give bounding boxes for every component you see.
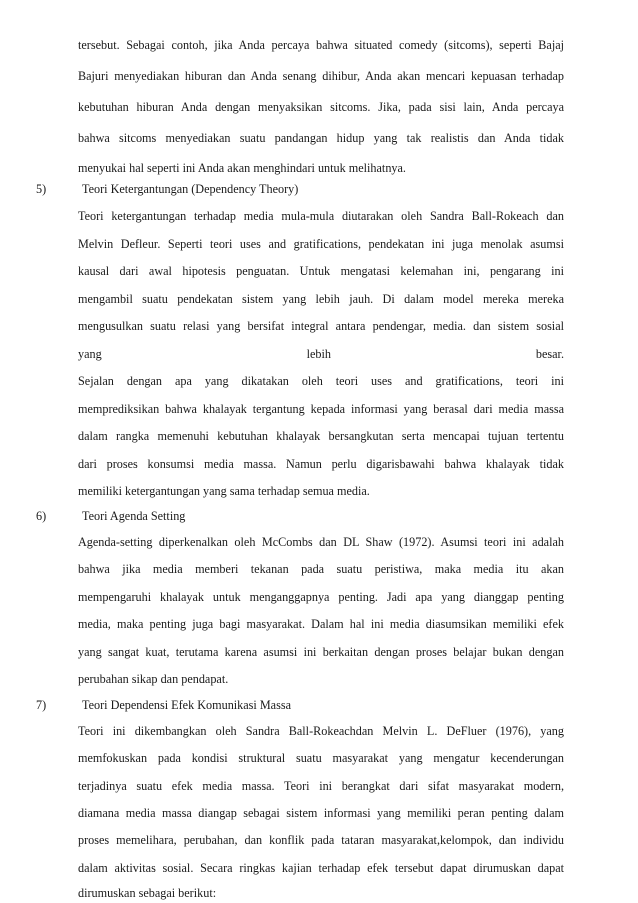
paragraph-line: Agenda-setting diperkenalkan oleh McCombs dan DL Shaw (1972). Asumsi teori ini adalah [78,535,564,549]
section-number: 7) [36,698,47,712]
paragraph-line: memiliki ketergantungan yang sama terhadap semua media. [78,484,370,498]
paragraph-line: tersebut. Sebagai contoh, jika Anda percaya bahwa situated comedy (sitcoms), seperti Bajaj [78,38,564,52]
paragraph-line: dari proses konsumsi media massa. Namun perlu digarisbawahi bahwa khalayak tidak [78,457,564,471]
paragraph-line: diamana media massa diangap sebagai sistem informasi yang memiliki peran penting dalam [78,806,564,820]
paragraph-line: mempengaruhi khalayak untuk menganggapnya penting. Jadi apa yang dianggap penting [78,590,564,604]
paragraph-line: mengambil suatu pendekatan sistem yang lebih jauh. Di dalam model mereka mereka [78,292,564,306]
paragraph-line: yang sangat kuat, terutama karena asumsi ini berkaitan dengan proses belajar bukan dengan [78,645,564,659]
paragraph-line: menyukai hal seperti ini Anda akan menghindari untuk melihatnya. [78,161,406,175]
paragraph-line: kausal dari awal hipotesis penguatan. Untuk mengatasi kelemahan ini, pengarang ini [78,264,564,278]
paragraph-line: proses memelihara, perubahan, dan konflik pada tataran masyarakat,kelompok, dan individu [78,833,564,847]
paragraph-line: dirumuskan sebagai berikut: [78,886,217,900]
paragraph-line: Melvin Defleur. Seperti teori uses and gratifications, pendekatan ini juga menolak asumsi [78,237,564,251]
paragraph-line: Teori ini dikembangkan oleh Sandra Ball-Rokeachdan Melvin L. DeFluer (1976), yang [78,724,564,738]
paragraph-line: perubahan sikap dan pendapat. [78,672,229,686]
paragraph-line: mengusulkan suatu relasi yang bersifat integral antara pendengar, media. dan sistem sosial [78,319,564,333]
paragraph-line: Bajuri menyediakan hiburan dan Anda senang dihibur, Anda akan mencari kepuasan terhadap [78,69,564,83]
paragraph-line: bahwa jika media memberi tekanan pada suatu peristiwa, maka media itu akan [78,562,564,576]
paragraph-line: memprediksikan bahwa khalayak tergantung kepada informasi yang berasal dari media massa [78,402,564,416]
section-number: 5) [36,182,47,196]
paragraph-line: terjadinya suatu efek media massa. Teori ini berangkat dari sifat masyarakat modern, [78,779,564,793]
paragraph-line: media, maka penting juga bagi masyarakat. Dalam hal ini media diasumsikan memiliki efek [78,617,564,631]
paragraph-line: dalam aktivitas sosial. Secara ringkas kajian terhadap efek tersebut dapat dirumuskan dapat [78,861,564,875]
paragraph-line: kebutuhan hiburan Anda dengan menyaksikan sitcoms. Jika, pada sisi lain, Anda percaya [78,100,564,114]
section-heading: Teori Agenda Setting [82,509,186,523]
paragraph-line: dalam rangka memenuhi kebutuhan khalayak bersangkutan serta mencapai tujuan tertentu [78,429,564,443]
paragraph-line: Sejalan dengan apa yang dikatakan oleh teori uses and gratifications, teori ini [78,374,564,388]
paragraph-line: yang lebih besar. [78,347,564,361]
section-number: 6) [36,509,47,523]
section-heading: Teori Ketergantungan (Dependency Theory) [82,182,299,196]
section-heading: Teori Dependensi Efek Komunikasi Massa [82,698,291,712]
paragraph-line: bahwa sitcoms menyediakan suatu pandangan hidup yang tak realistis dan Anda tidak [78,131,564,145]
paragraph-line: memfokuskan pada kondisi struktural suatu masyarakat yang mengatur kecenderungan [78,751,564,765]
paragraph-line: Teori ketergantungan terhadap media mula-mula diutarakan oleh Sandra Ball-Rokeach dan [78,209,564,223]
